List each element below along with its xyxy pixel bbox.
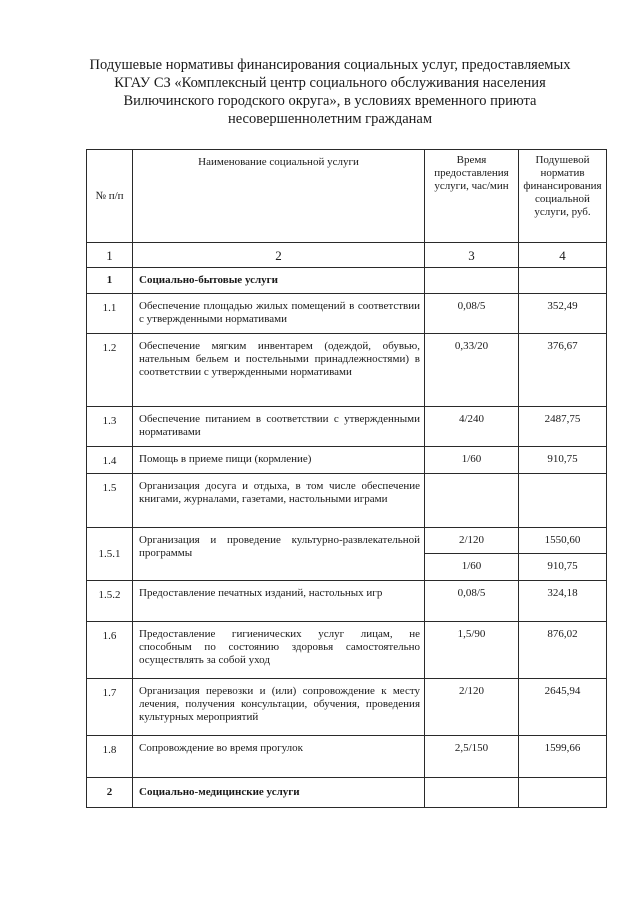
row-name: Организация досуга и отдыха, в том числе обеспечение книгами, журналами, газетами, настольными играми: [133, 474, 425, 528]
row-time: 0,08/5: [425, 581, 519, 622]
row-name: Организация перевозки и (или) сопровождение к месту лечения, получения консультации, обучения, проведения культурных мероприятий: [133, 679, 425, 736]
row-time: 2,5/150: [425, 736, 519, 778]
row-time: 2/120: [425, 679, 519, 736]
row-num: 1.2: [87, 334, 133, 407]
row-num: 1.8: [87, 736, 133, 778]
table-row: [87, 294, 607, 334]
row-time: [425, 268, 519, 294]
row-num: 1.6: [87, 622, 133, 679]
row-time: 1/60: [425, 447, 519, 474]
title-line: Подушевые нормативы финансирования социальных услуг, предоставляемых: [89, 57, 571, 73]
row-cost: 2487,75: [519, 407, 607, 447]
row-time: [425, 474, 519, 528]
table-row: [87, 334, 607, 407]
header-cost: Подушевой норматив финансирования социальной услуги, руб.: [519, 150, 607, 243]
row-cost: [519, 268, 607, 294]
column-index: 4: [519, 243, 607, 268]
row-cost: 324,18: [519, 581, 607, 622]
row-cost: 1550,60: [519, 528, 607, 554]
row-time: 1,5/90: [425, 622, 519, 679]
column-index: 2: [133, 243, 425, 268]
table-row: [87, 679, 607, 736]
row-name: Предоставление гигиенических услуг лицам, не способным по состоянию здоровья самостоятельно осуществлять за собой уход: [133, 622, 425, 679]
row-num: 1.5.1: [87, 528, 133, 581]
column-index: 3: [425, 243, 519, 268]
row-name: Обеспечение площадью жилых помещений в соответствии с утвержденными нормативами: [133, 294, 425, 334]
title-line: несовершеннолетним гражданам: [227, 111, 433, 127]
table-row: [87, 778, 607, 808]
services-table: [86, 149, 607, 808]
row-num: 1.5: [87, 474, 133, 528]
row-time: 4/240: [425, 407, 519, 447]
column-index: 1: [87, 243, 133, 268]
row-name: Обеспечение мягким инвентарем (одеждой, обувью, нательным бельем и постельными принадлежностями) в соответствии с утвержденными нормативами: [133, 334, 425, 407]
row-cost: 910,75: [519, 447, 607, 474]
table-row: [87, 268, 607, 294]
row-num: 1.7: [87, 679, 133, 736]
table-row: [87, 581, 607, 622]
row-num: 1.4: [87, 447, 133, 474]
table-row: [87, 736, 607, 778]
row-cost: 910,75: [519, 554, 607, 581]
table-header-row: [87, 150, 607, 243]
row-cost: [519, 778, 607, 808]
row-cost: [519, 474, 607, 528]
row-name: Организация и проведение культурно-развлекательной программы: [133, 528, 425, 581]
row-num: 1.3: [87, 407, 133, 447]
section-title: Социально-бытовые услуги: [133, 268, 425, 294]
column-index-row: [87, 243, 607, 268]
row-time: 0,33/20: [425, 334, 519, 407]
row-name: Помощь в приеме пищи (кормление): [133, 447, 425, 474]
document-title: [60, 56, 600, 128]
row-time: 2/120: [425, 528, 519, 554]
header-time: Время предоставления услуги, час/мин: [425, 150, 519, 243]
table-row: [87, 474, 607, 528]
row-num: 1.1: [87, 294, 133, 334]
title-line: КГАУ СЗ «Комплексный центр социального обслуживания населения: [114, 75, 546, 91]
table-row: [87, 528, 607, 554]
row-cost: 352,49: [519, 294, 607, 334]
row-name: Предоставление печатных изданий, настольных игр: [133, 581, 425, 622]
row-name: Обеспечение питанием в соответствии с утвержденными нормативами: [133, 407, 425, 447]
section-title: Социально-медицинские услуги: [133, 778, 425, 808]
row-cost: 1599,66: [519, 736, 607, 778]
row-num: 1.5.2: [87, 581, 133, 622]
header-num: № п/п: [87, 150, 133, 243]
row-cost: 2645,94: [519, 679, 607, 736]
row-time: [425, 778, 519, 808]
table-row: [87, 622, 607, 679]
title-line: Вилючинского городского округа», в условиях временного приюта: [123, 93, 537, 109]
row-num: 2: [87, 778, 133, 808]
row-num: 1: [87, 268, 133, 294]
table-row: [87, 407, 607, 447]
row-name: Сопровождение во время прогулок: [133, 736, 425, 778]
row-cost: 876,02: [519, 622, 607, 679]
row-time: 1/60: [425, 554, 519, 581]
row-time: 0,08/5: [425, 294, 519, 334]
header-name: Наименование социальной услуги: [133, 150, 425, 243]
table-row: [87, 447, 607, 474]
row-cost: 376,67: [519, 334, 607, 407]
